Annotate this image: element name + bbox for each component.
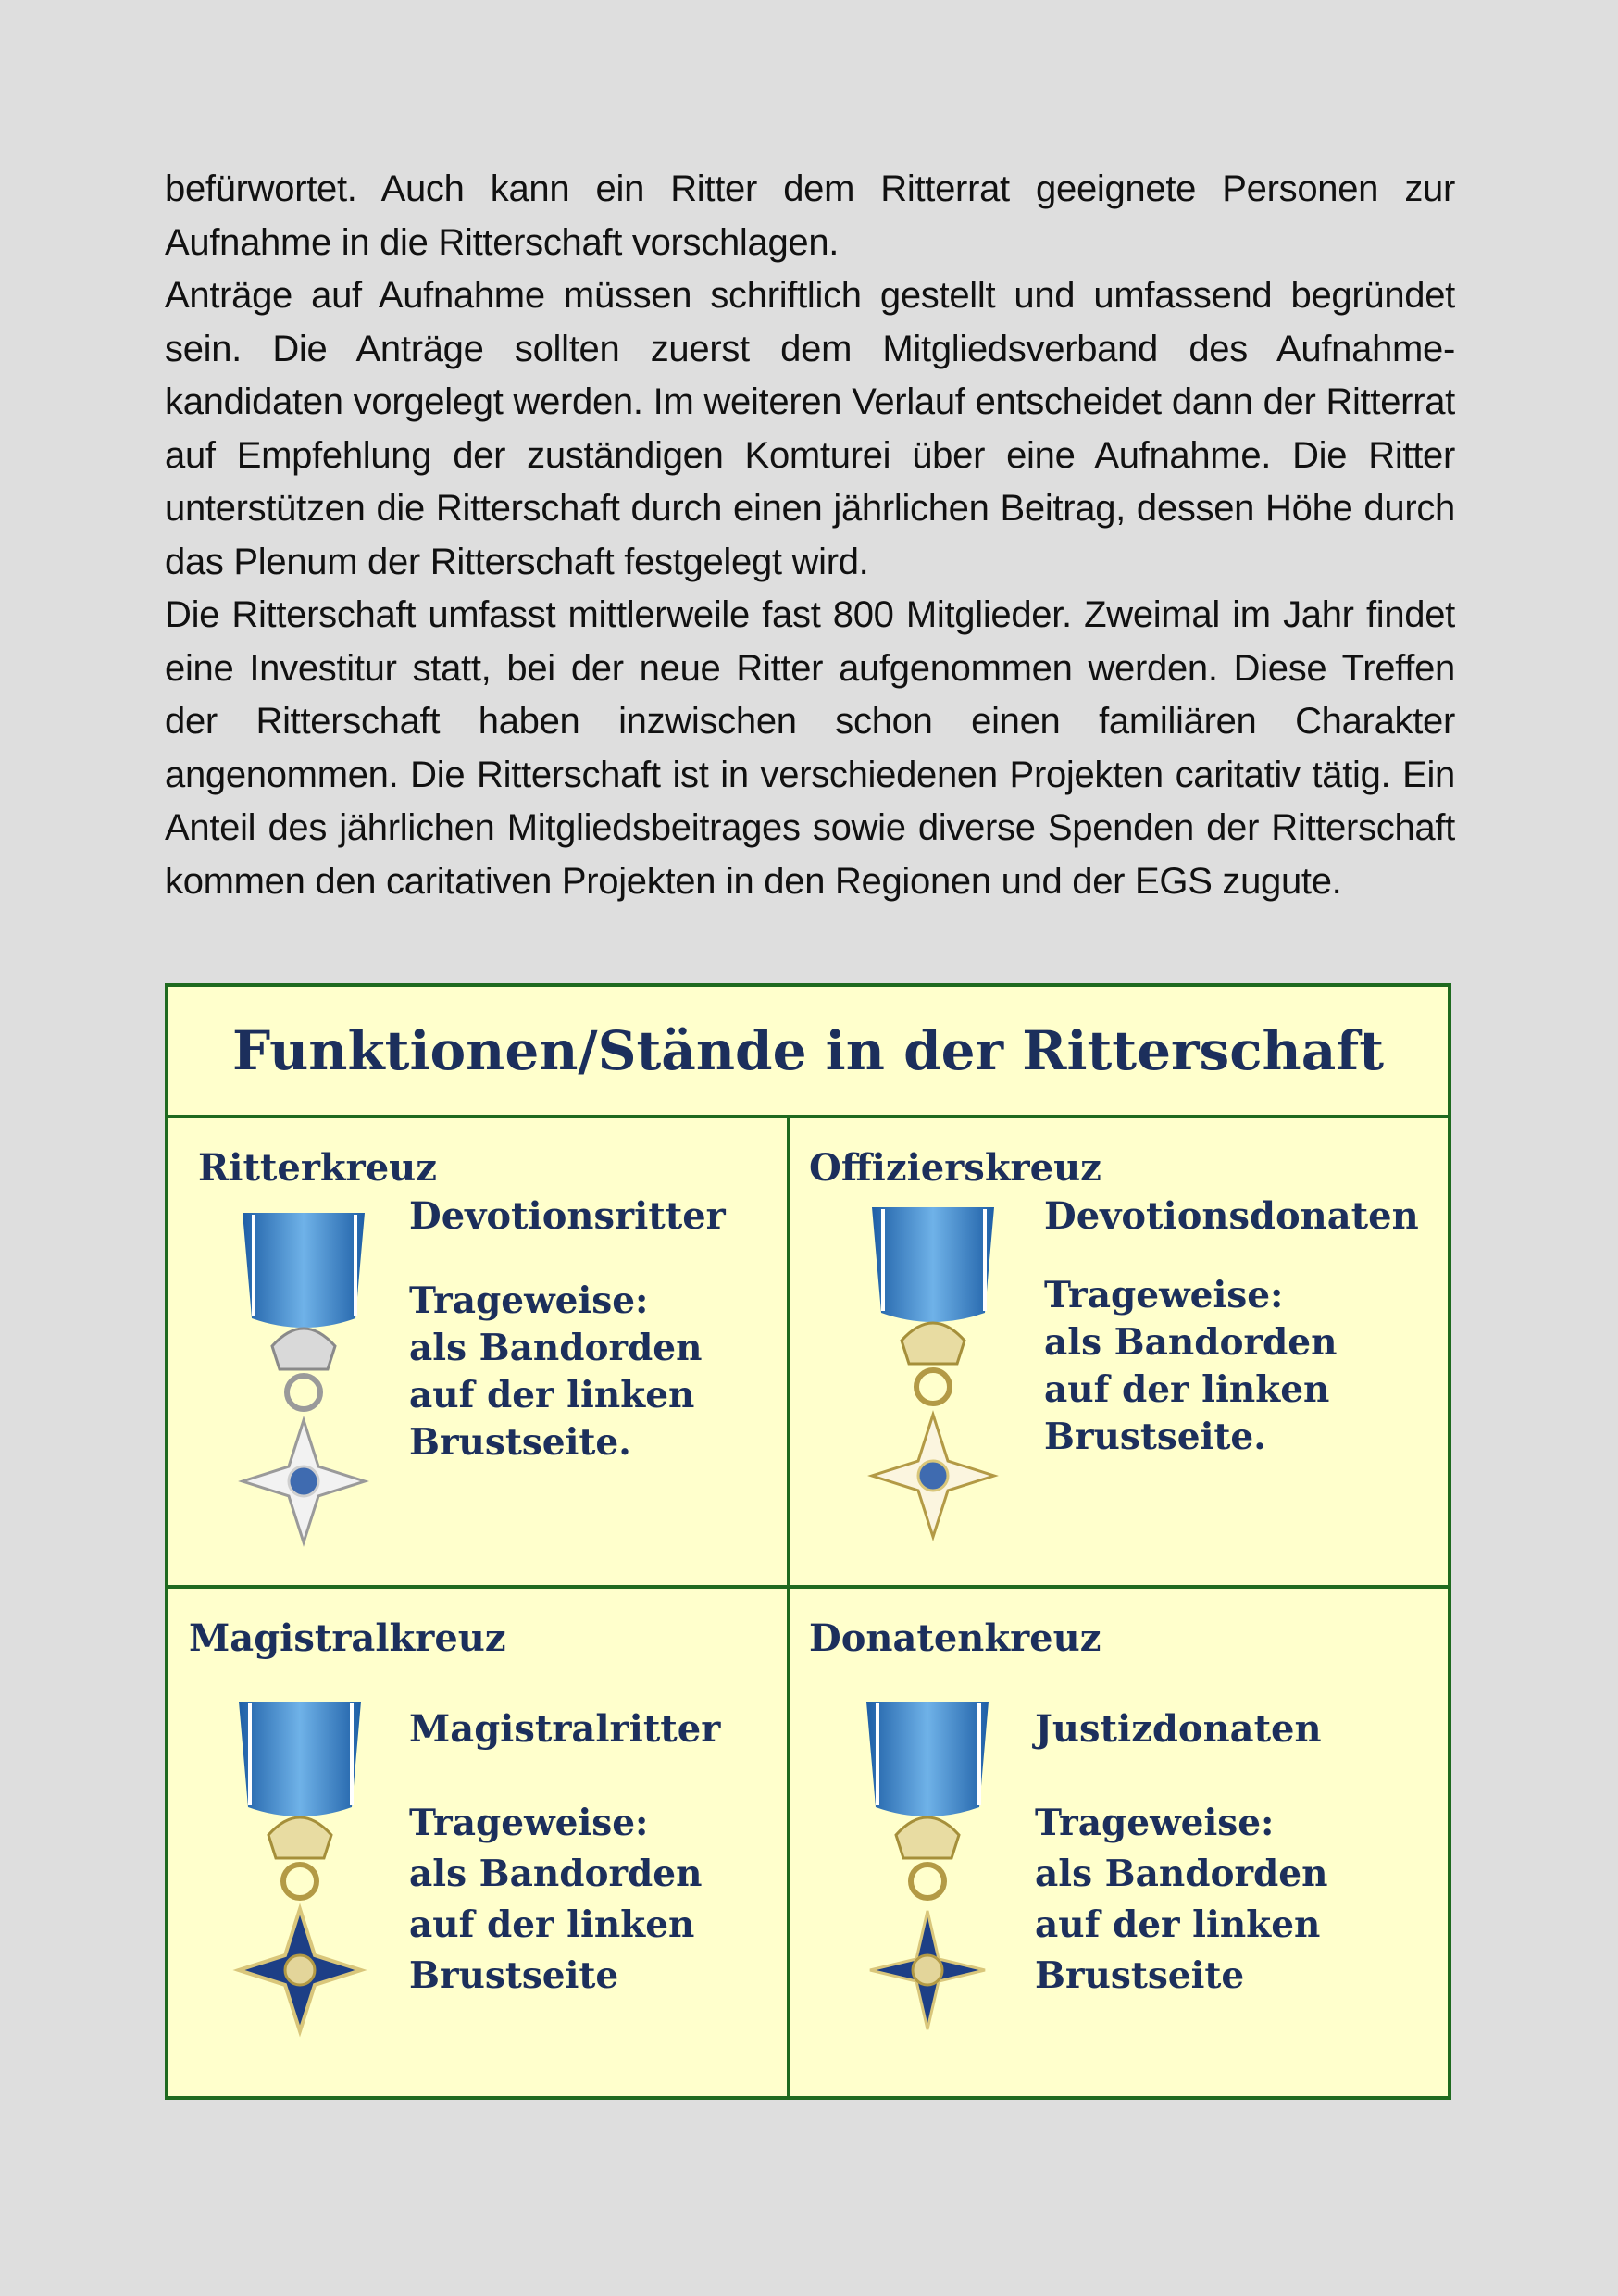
wear-line: auf der linken [409, 1903, 695, 1946]
ranks-table [165, 983, 1451, 2100]
wear-line: als Bandorden [1044, 1321, 1338, 1364]
paragraph-3: Die Ritterschaft umfasst mittlerweile fast 800 Mitglieder. Zweimal im Jahr findet eine Investitur statt, bei der neue Ritter aufgenommen werden. Diese Treffen der Ritterschaft haben inzwischen schon einen familiären Charakter angenommen. Die Ritterschaft ist in verschiedenen Projekten caritativ tätig. Ein Anteil des jährlichen Mitgliedsbeitrages sowie diverse Spenden der Ritterschaft kommen den caritativen Projekten in den Regionen und der EGS zugute. [165, 594, 1455, 902]
wear-line: auf der linken [1035, 1903, 1321, 1946]
cell-rank: Devotionsritter [409, 1194, 726, 1238]
wear-line: Brustseite. [409, 1421, 631, 1464]
table-title: Funktionen/Stände in der Ritterschaft [168, 987, 1448, 1118]
cell-wear [409, 1798, 702, 2002]
cell-ritterkreuz [168, 1118, 790, 1589]
cell-donatenkreuz [790, 1589, 1448, 2096]
wear-line: als Bandorden [409, 1327, 703, 1369]
wear-line: auf der linken [1044, 1368, 1330, 1411]
cell-title: Magistralkreuz [189, 1616, 506, 1660]
medal-gold-blue-icon [222, 1696, 380, 2059]
cell-wear [409, 1278, 702, 1466]
cell-title: Ritterkreuz [198, 1146, 437, 1190]
medal-gold-icon [855, 1202, 1013, 1565]
cell-title: Offizierskreuz [809, 1146, 1101, 1190]
body-text [165, 163, 1455, 908]
cell-rank: Devotionsdonaten [1044, 1194, 1419, 1238]
wear-line: als Bandorden [1035, 1853, 1328, 1895]
wear-line: Brustseite. [1044, 1416, 1266, 1458]
wear-line: Brustseite [409, 1954, 619, 1997]
wear-line: Trageweise: [1044, 1274, 1284, 1316]
cell-title: Donatenkreuz [809, 1616, 1101, 1660]
cell-rank: Magistralritter [409, 1707, 721, 1751]
cell-offizierskreuz [790, 1118, 1448, 1589]
cell-wear [1044, 1272, 1337, 1461]
cell-rank: Justizdonaten [1035, 1707, 1322, 1751]
wear-line: als Bandorden [409, 1853, 703, 1895]
wear-line: Trageweise: [409, 1279, 649, 1322]
cell-wear [1035, 1798, 1327, 2002]
cell-magistralkreuz [168, 1589, 790, 2096]
wear-line: auf der linken [409, 1374, 695, 1416]
medal-star-icon [850, 1696, 1007, 2059]
wear-line: Brustseite [1035, 1954, 1245, 1997]
medal-silver-icon [226, 1207, 383, 1570]
wear-line: Trageweise: [409, 1802, 649, 1844]
paragraph-2: Anträge auf Aufnahme müssen schriftlich gestellt und umfassend begründet sein. Die Anträge sollten zuerst dem Mitgliedsverband des Aufnahme-kandidaten vorgelegt werden. Im weiteren Verlauf entscheidet dann der Ritterrat auf Empfehlung der zuständigen Komturei über eine Aufnahme. Die Ritter unterstützen die Ritterschaft durch einen jährlichen Beitrag, dessen Höhe durch das Plenum der Ritterschaft festgelegt wird. [165, 275, 1455, 582]
wear-line: Trageweise: [1035, 1802, 1275, 1844]
paragraph-1: befürwortet. Auch kann ein Ritter dem Ritterrat geeignete Personen zur Aufnahme in die Ritterschaft vorschlagen. [165, 168, 1455, 263]
